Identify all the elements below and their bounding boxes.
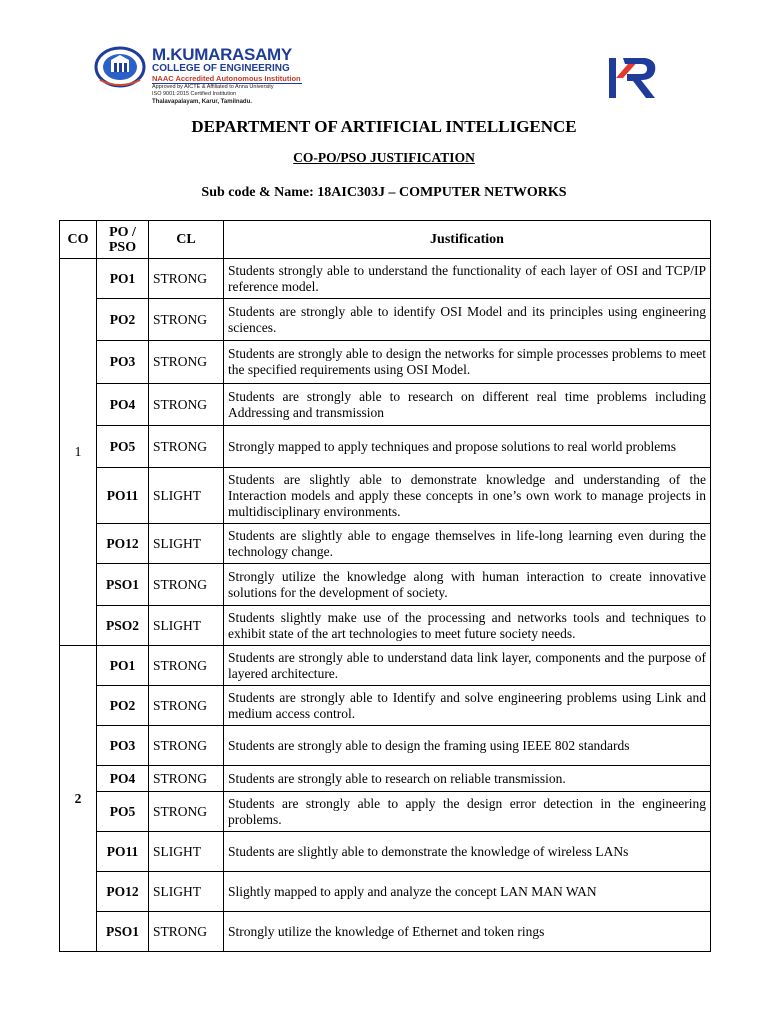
justification-cell: Students are slightly able to demonstrate knowledge and understanding of the Interaction models and apply these concepts in one’s own work to manage projects in multidisciplinary environments.	[224, 468, 711, 524]
table-header-row	[60, 221, 711, 259]
table-row	[60, 564, 711, 606]
naac-line: NAAC Accredited Autonomous Institution	[152, 74, 301, 83]
department-title: DEPARTMENT OF ARTIFICIAL INTELLIGENCE	[191, 117, 577, 136]
justification-table	[59, 220, 711, 952]
justification-cell: Students strongly able to understand the functionality of each layer of OSI and TCP/IP reference model.	[224, 259, 711, 299]
approval-line: Approved by AICTE & Affiliated to Anna University	[152, 84, 274, 90]
kr-logo-icon	[605, 54, 660, 102]
po-cell: PO1	[97, 646, 149, 686]
cl-cell: STRONG	[149, 259, 224, 299]
table-row	[60, 646, 711, 686]
table-row	[60, 341, 711, 384]
po-cell: PSO1	[97, 912, 149, 952]
college-name-block	[152, 46, 412, 106]
header-cl: CL	[149, 221, 224, 259]
subject-line: Sub code & Name: 18AIC303J – COMPUTER NETWORKS	[201, 185, 567, 200]
header-co: CO	[60, 221, 97, 259]
po-cell: PO5	[97, 426, 149, 468]
po-cell: PO4	[97, 384, 149, 426]
justification-cell: Strongly utilize the knowledge along with human interaction to create innovative solutions for the development of society.	[224, 564, 711, 606]
cl-cell: STRONG	[149, 299, 224, 341]
po-cell: PO12	[97, 872, 149, 912]
po-cell: PO1	[97, 259, 149, 299]
po-cell: PO3	[97, 341, 149, 384]
po-cell: PO12	[97, 524, 149, 564]
document-title-text: CO-PO/PSO JUSTIFICATION	[293, 150, 475, 165]
po-cell: PO11	[97, 468, 149, 524]
table-row	[60, 524, 711, 564]
justification-cell: Students are strongly able to design the networks for simple processes problems to meet the specified requirements using OSI Model.	[224, 341, 711, 384]
table-row	[60, 426, 711, 468]
cl-cell: STRONG	[149, 341, 224, 384]
cl-cell: STRONG	[149, 686, 224, 726]
po-cell: PO5	[97, 792, 149, 832]
po-cell: PO11	[97, 832, 149, 872]
table-row	[60, 792, 711, 832]
table-row	[60, 606, 711, 646]
table-row	[60, 726, 711, 766]
table-row	[60, 468, 711, 524]
po-cell: PO2	[97, 686, 149, 726]
cl-cell: STRONG	[149, 792, 224, 832]
justification-cell: Students are strongly able to Identify and solve engineering problems using Link and medium access control.	[224, 686, 711, 726]
cl-cell: SLIGHT	[149, 468, 224, 524]
header-justification: Justification	[224, 221, 711, 259]
justification-cell: Students are strongly able to identify OSI Model and its principles using engineering sciences.	[224, 299, 711, 341]
co-cell: 2	[60, 646, 97, 952]
justification-cell: Students slightly make use of the processing and networks tools and techniques to exhibit state of the art technologies to meet future society needs.	[224, 606, 711, 646]
justification-cell: Students are strongly able to research on reliable transmission.	[224, 766, 711, 792]
cl-cell: SLIGHT	[149, 606, 224, 646]
table-row	[60, 912, 711, 952]
table-row	[60, 299, 711, 341]
justification-cell: Students are strongly able to research on different real time problems including Addressing and transmission	[224, 384, 711, 426]
cl-cell: STRONG	[149, 384, 224, 426]
letterhead	[90, 44, 710, 110]
document-title	[0, 150, 768, 166]
iso-line: ISO 9001:2015 Certified Institution	[152, 91, 237, 97]
po-cell: PO4	[97, 766, 149, 792]
justification-cell: Students are strongly able to design the framing using IEEE 802 standards	[224, 726, 711, 766]
table-row	[60, 259, 711, 299]
justification-cell: Students are strongly able to understand data link layer, components and the purpose of layered architecture.	[224, 646, 711, 686]
po-cell: PSO1	[97, 564, 149, 606]
table-row	[60, 766, 711, 792]
justification-cell: Students are slightly able to engage themselves in life-long learning even during the technology change.	[224, 524, 711, 564]
college-name: M.KUMARASAMY	[152, 45, 292, 64]
cl-cell: SLIGHT	[149, 872, 224, 912]
justification-cell: Students are strongly able to apply the design error detection in the engineering problems.	[224, 792, 711, 832]
cl-cell: STRONG	[149, 912, 224, 952]
po-cell: PO2	[97, 299, 149, 341]
justification-cell: Slightly mapped to apply and analyze the concept LAN MAN WAN	[224, 872, 711, 912]
cl-cell: STRONG	[149, 766, 224, 792]
po-cell: PO3	[97, 726, 149, 766]
justification-cell: Students are slightly able to demonstrate the knowledge of wireless LANs	[224, 832, 711, 872]
cl-cell: SLIGHT	[149, 832, 224, 872]
college-seal-icon	[94, 46, 146, 88]
college-subtitle: COLLEGE OF ENGINEERING	[152, 63, 290, 74]
po-cell: PSO2	[97, 606, 149, 646]
table-row	[60, 832, 711, 872]
table-row	[60, 686, 711, 726]
table-row	[60, 872, 711, 912]
justification-cell: Strongly utilize the knowledge of Ethernet and token rings	[224, 912, 711, 952]
cl-cell: STRONG	[149, 726, 224, 766]
justification-cell: Strongly mapped to apply techniques and propose solutions to real world problems	[224, 426, 711, 468]
place-line: Thalavapalayam, Karur, Tamilnadu.	[152, 99, 252, 105]
cl-cell: SLIGHT	[149, 524, 224, 564]
table-row	[60, 384, 711, 426]
header-po-pso: PO / PSO	[97, 221, 149, 259]
cl-cell: STRONG	[149, 426, 224, 468]
cl-cell: STRONG	[149, 564, 224, 606]
co-cell: 1	[60, 259, 97, 646]
cl-cell: STRONG	[149, 646, 224, 686]
